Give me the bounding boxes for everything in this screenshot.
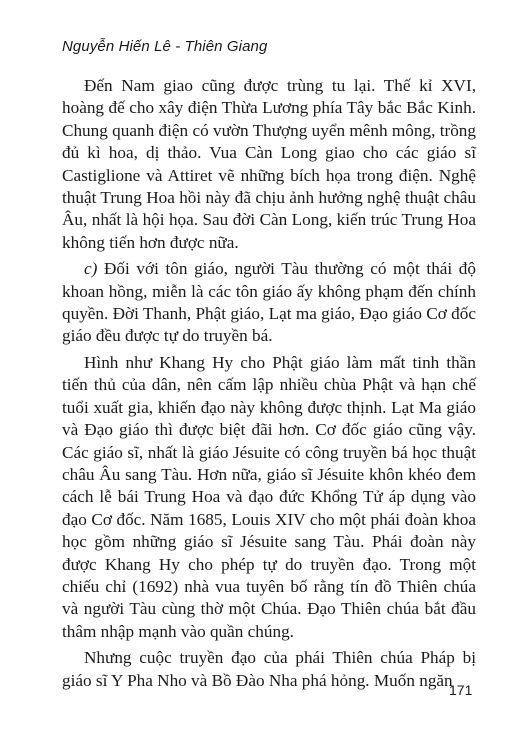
paragraph-text: Đến Nam giao cũng được trùng tu lại. Thế kỉ XVI, hoàng đế cho xây điện Thừa Lương phía Tây bắc Bắc Kinh. Chung quanh điện có vườn Thượng uyển mênh mông, trồng đủ kì hoa, dị thảo. Vua Càn Long giao cho các giáo sĩ Castiglione và Attiret vẽ những bích họa trong điện. Nghệ thuật Trung Hoa hồi này đã chịu ảnh hưởng nghệ thuật châu Âu, nhất là hội họa. Sau đời Càn Long, kiến trúc Trung Hoa không tiến hơn được nữa. [62,76,476,252]
page-number: 171 [449,682,473,698]
paragraph-text: Nhưng cuộc truyền đạo của phái Thiên chúa Pháp bị giáo sĩ Y Pha Nho và Bồ Đào Nha phá hỏng. Muốn ngăn [62,648,476,690]
paragraph [62,75,476,254]
paragraph-text: Hình như Khang Hy cho Phật giáo làm mất tinh thần tiến thủ của dân, nên cấm lập nhiều chùa Phật và hạn chế tuổi xuất gia, khiến đạo này không được thịnh. Lạt Ma giáo và Đạo giáo thì được biệt đãi hơn. Cơ đốc giáo cũng vậy. Các giáo sĩ, nhất là giáo Jésuite có công truyền bá học thuật châu Âu sang Tàu. Hơn nữa, giáo sĩ Jésuite khôn khéo đem cách lễ bái Trung Hoa và đạo đức Khổng Tử áp dụng vào đạo Cơ đốc. Năm 1685, Louis XIV cho một phái đoàn khoa học gồm những giáo sĩ Jésuite sang Tàu. Phái đoàn này được Khang Hy cho phép tự do truyền đạo. Trong một chiếu chỉ (1692) nhà vua tuyên bố rằng tín đồ Thiên chúa và người Tàu cùng thờ một Chúa. Đạo Thiên chúa bắt đầu thâm nhập mạnh vào quần chúng. [62,352,476,641]
paragraph-lead: c) [84,259,98,279]
body-text [62,75,476,696]
paragraph-text: Đối với tôn giáo, người Tàu thường có một thái độ khoan hồng, miễn là các tôn giáo ấy không phạm đến chính quyền. Đời Thanh, Phật giáo, Lạt ma giáo, Đạo giáo Cơ đốc giáo đều được tự do truyền bá. [62,259,476,346]
running-header: Nguyễn Hiến Lê - Thiên Giang [62,38,268,55]
paragraph [62,352,476,643]
paragraph [62,647,476,692]
paragraph [62,258,476,348]
